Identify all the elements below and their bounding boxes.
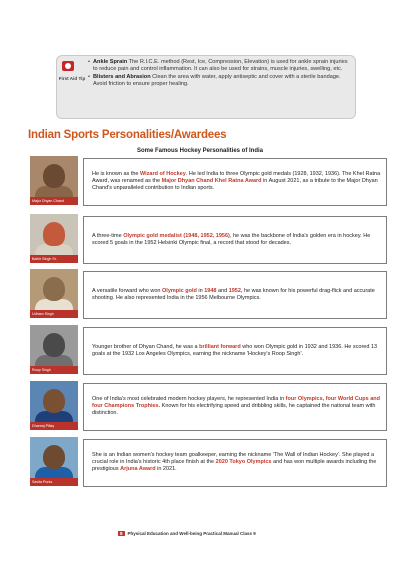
personality-photo xyxy=(30,325,78,374)
first-aid-kit-icon xyxy=(62,61,74,71)
personality-description: One of India's most celebrated modern hockey players, he represented India in four Olympics, four World Cups and four Champions Trophies. Known for his electrifying speed and dribbling skills, he captained the national team with distinction. xyxy=(83,383,387,431)
tip-item-blisters xyxy=(88,74,353,89)
photo-caption: Major Dhyan Chand xyxy=(30,197,78,205)
photo-caption: Dhanraj Pillay xyxy=(30,422,78,430)
personality-description: She is an Indian women's hockey team goalkeeper, earning the nickname 'The Wall of Indian Hockey'. She played a crucial role in India's historic 4th place finish at the 2020 Tokyo Olympics and has won multiple awards including the prestigious Arjuna Award in 2021. xyxy=(83,439,387,487)
personality-photo xyxy=(30,156,78,205)
footer-text: Physical Education and Well-being Practical Manual Class 9 xyxy=(127,531,256,536)
personality-photo xyxy=(30,214,78,263)
tip-item-text: The R.I.C.E. method (Rest, Ice, Compression, Elevation) is used for ankle sprain injuries to reduce pain and control inflammation. It can also be used for strains, muscle injuries, swelling, etc. xyxy=(93,59,348,73)
personality-description: Younger brother of Dhyan Chand, he was a brilliant forward who won Olympic gold in 1932 and 1936. He scored 13 goals at the 1932 Los Angeles Olympics, earning the nickname 'Hockey's Roop Singh'. xyxy=(83,327,387,375)
personality-photo xyxy=(30,269,78,318)
page-footer xyxy=(118,531,256,536)
personality-card xyxy=(28,325,378,378)
photo-caption: Balbir Singh Sr. xyxy=(30,255,78,263)
personality-card xyxy=(28,381,380,434)
tip-item-title: Ankle Sprain xyxy=(93,59,128,65)
tip-item-ankle-sprain xyxy=(88,59,353,74)
section-title: Indian Sports Personalities/Awardees xyxy=(28,129,227,141)
personality-photo xyxy=(30,381,78,430)
photo-caption: Roop Singh xyxy=(30,366,78,374)
photo-caption: Savita Punia xyxy=(30,478,78,486)
personality-description: He is known as the Wizard of Hockey. He led India to three Olympic gold medals (1928, 1932, 1936). The Khel Ratna Award, was renamed as the Major Dhyan Chand Khel Ratna Award in August 2021, as a tribute to the Major Dhyan Chand's unparalleled contribution to Indian sports. xyxy=(83,158,387,206)
personality-card xyxy=(28,214,371,267)
photo-caption: Udham Singh xyxy=(30,310,78,318)
personality-card xyxy=(28,269,375,322)
personality-description: A versatile forward who won Olympic gold in 1948 and 1952, he was known for his powerful drag-flick and accurate shooting. He also represented India in the 1956 Melbourne Olympics. xyxy=(83,271,387,319)
section-subtitle: Some Famous Hockey Personalities of India xyxy=(136,148,264,154)
first-aid-tip-label: First Aid Tip xyxy=(58,76,86,81)
personality-card xyxy=(28,437,377,490)
personality-card xyxy=(28,156,381,209)
page-number: 8 xyxy=(120,531,123,536)
personality-description: A three-time Olympic gold medalist (1948, 1952, 1956), he was the backbone of India's golden era in hockey. He scored 5 goals in the 1952 Helsinki Olympic final, a record that stood for decades. xyxy=(83,216,387,264)
tip-item-title: Blisters and Abrasion xyxy=(93,73,151,80)
first-aid-tip-list xyxy=(88,59,353,88)
tip-item-text: Clean the area with water, apply antiseptic and cover with a sterile bandage. Avoid friction to ensure proper healing. xyxy=(93,73,341,87)
personality-photo xyxy=(30,437,78,486)
